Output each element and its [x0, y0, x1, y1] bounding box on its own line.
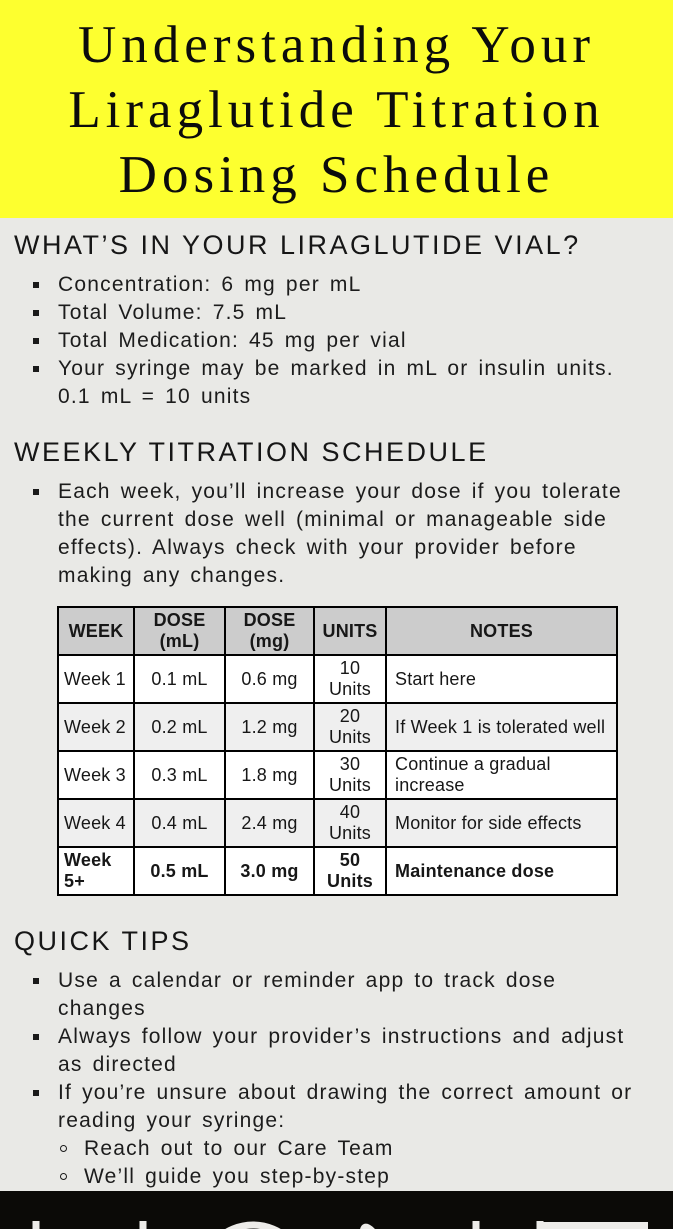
hone-logo: [28, 1221, 652, 1229]
cell-week: Week 5+: [58, 847, 134, 895]
title-line-1: Understanding Your: [78, 16, 595, 74]
bullet-line: changes: [58, 997, 146, 1020]
bullet-text: [84, 1135, 394, 1163]
square-bullet-icon: [33, 978, 39, 984]
cell-dose-ml: 0.2 mL: [134, 703, 225, 751]
bullet-line: Reach out to our Care Team: [84, 1137, 394, 1160]
bullet-line: making any changes.: [58, 564, 286, 587]
cell-dose-mg: 3.0 mg: [225, 847, 314, 895]
title-banner: [0, 0, 673, 218]
square-bullet-icon: [33, 310, 39, 316]
list-item: [14, 1079, 665, 1135]
bullet-line: Your syringe may be marked in mL or insulin units.: [58, 357, 614, 380]
list-item: [14, 1023, 665, 1079]
cell-units: 40 Units: [314, 799, 386, 847]
content-area: [0, 218, 673, 1191]
table-row: [58, 799, 617, 847]
bullet-line: Concentration: 6 mg per mL: [58, 273, 362, 296]
cell-week: Week 1: [58, 655, 134, 703]
bullet-text: [58, 271, 362, 299]
cell-units: 10 Units: [314, 655, 386, 703]
circle-bullet-icon: [60, 1173, 67, 1180]
bullet-text: [58, 355, 614, 411]
dosing-schedule-table: [57, 606, 618, 896]
vial-bullet-list: [14, 271, 665, 411]
list-item: [14, 327, 665, 355]
cell-dose-mg: 1.8 mg: [225, 751, 314, 799]
cell-notes: Maintenance dose: [386, 847, 617, 895]
bullet-line: the current dose well (minimal or manageable side: [58, 508, 608, 531]
logo-letter-o: [199, 1225, 307, 1229]
table-row: [58, 751, 617, 799]
bullet-line: reading your syringe:: [58, 1109, 286, 1132]
sub-list-item: [14, 1135, 665, 1163]
cell-notes: If Week 1 is tolerated well: [386, 703, 617, 751]
title-line-2: Liraglutide Titration: [68, 81, 605, 139]
section-heading-schedule: WEEKLY TITRATION SCHEDULE: [14, 437, 489, 467]
cell-week: Week 3: [58, 751, 134, 799]
square-bullet-icon: [33, 282, 39, 288]
bullet-text: [58, 1079, 632, 1135]
bullet-line: Always follow your provider’s instructions and adjust: [58, 1025, 625, 1048]
bullet-line: Total Medication: 45 mg per vial: [58, 329, 407, 352]
list-item: [14, 271, 665, 299]
bullet-text: [58, 1023, 624, 1079]
bullet-line: as directed: [58, 1053, 177, 1076]
bullet-line: Use a calendar or reminder app to track dose: [58, 969, 557, 992]
square-bullet-icon: [33, 1034, 39, 1040]
cell-units: 50 Units: [314, 847, 386, 895]
square-bullet-icon: [33, 366, 39, 372]
list-item: [14, 478, 665, 590]
list-item: [14, 299, 665, 327]
bullet-line: Total Volume: 7.5 mL: [58, 301, 288, 324]
tips-bullet-list: [14, 967, 665, 1191]
schedule-bullet-list: [14, 478, 665, 590]
square-bullet-icon: [33, 489, 39, 495]
bullet-line: effects). Always check with your provider before: [58, 536, 577, 559]
bullet-line: If you’re unsure about drawing the correct amount or: [58, 1081, 633, 1104]
table-row: [58, 655, 617, 703]
bullet-text: [58, 299, 287, 327]
logo-letter-n: [363, 1221, 476, 1229]
col-header-notes: NOTES: [386, 607, 617, 655]
sub-list-item: [14, 1163, 665, 1191]
cell-dose-ml: 0.4 mL: [134, 799, 225, 847]
col-header-week: WEEK: [58, 607, 134, 655]
footer-brand-bar: [0, 1191, 673, 1229]
list-item: [14, 355, 665, 411]
title-line-3: Dosing Schedule: [118, 146, 555, 204]
cell-notes: Start here: [386, 655, 617, 703]
col-header-dose-mg: DOSE (mg): [225, 607, 314, 655]
cell-units: 30 Units: [314, 751, 386, 799]
cell-dose-mg: 2.4 mg: [225, 799, 314, 847]
cell-dose-mg: 1.2 mg: [225, 703, 314, 751]
section-heading-vial: WHAT’S IN YOUR LIRAGLUTIDE VIAL?: [14, 230, 581, 260]
square-bullet-icon: [33, 338, 39, 344]
bullet-line: 0.1 mL = 10 units: [58, 385, 252, 408]
bullet-text: [84, 1163, 390, 1191]
bullet-line: Each week, you’ll increase your dose if you tolerate: [58, 480, 622, 503]
cell-dose-ml: 0.3 mL: [134, 751, 225, 799]
cell-dose-ml: 0.1 mL: [134, 655, 225, 703]
section-vial-contents: [14, 230, 665, 411]
col-header-units: UNITS: [314, 607, 386, 655]
cell-week: Week 2: [58, 703, 134, 751]
cell-notes: Continue a gradual increase: [386, 751, 617, 799]
list-item: [14, 967, 665, 1023]
bullet-line: We’ll guide you step-by-step: [84, 1165, 391, 1188]
cell-dose-mg: 0.6 mg: [225, 655, 314, 703]
section-heading-tips: QUICK TIPS: [14, 926, 192, 956]
table-header-row: [58, 607, 617, 655]
cell-dose-ml: 0.5 mL: [134, 847, 225, 895]
col-header-dose-ml: DOSE (mL): [134, 607, 225, 655]
table-row: [58, 703, 617, 751]
bullet-text: [58, 478, 622, 590]
circle-bullet-icon: [60, 1145, 67, 1152]
cell-notes: Monitor for side effects: [386, 799, 617, 847]
square-bullet-icon: [33, 1090, 39, 1096]
cell-units: 20 Units: [314, 703, 386, 751]
cell-week: Week 4: [58, 799, 134, 847]
bullet-text: [58, 327, 407, 355]
section-weekly-schedule: [14, 437, 665, 896]
section-quick-tips: [14, 926, 665, 1191]
page-title: [0, 13, 673, 208]
logo-letter-e: [537, 1221, 648, 1229]
table-row-maintenance: [58, 847, 617, 895]
bullet-text: [58, 967, 556, 1023]
